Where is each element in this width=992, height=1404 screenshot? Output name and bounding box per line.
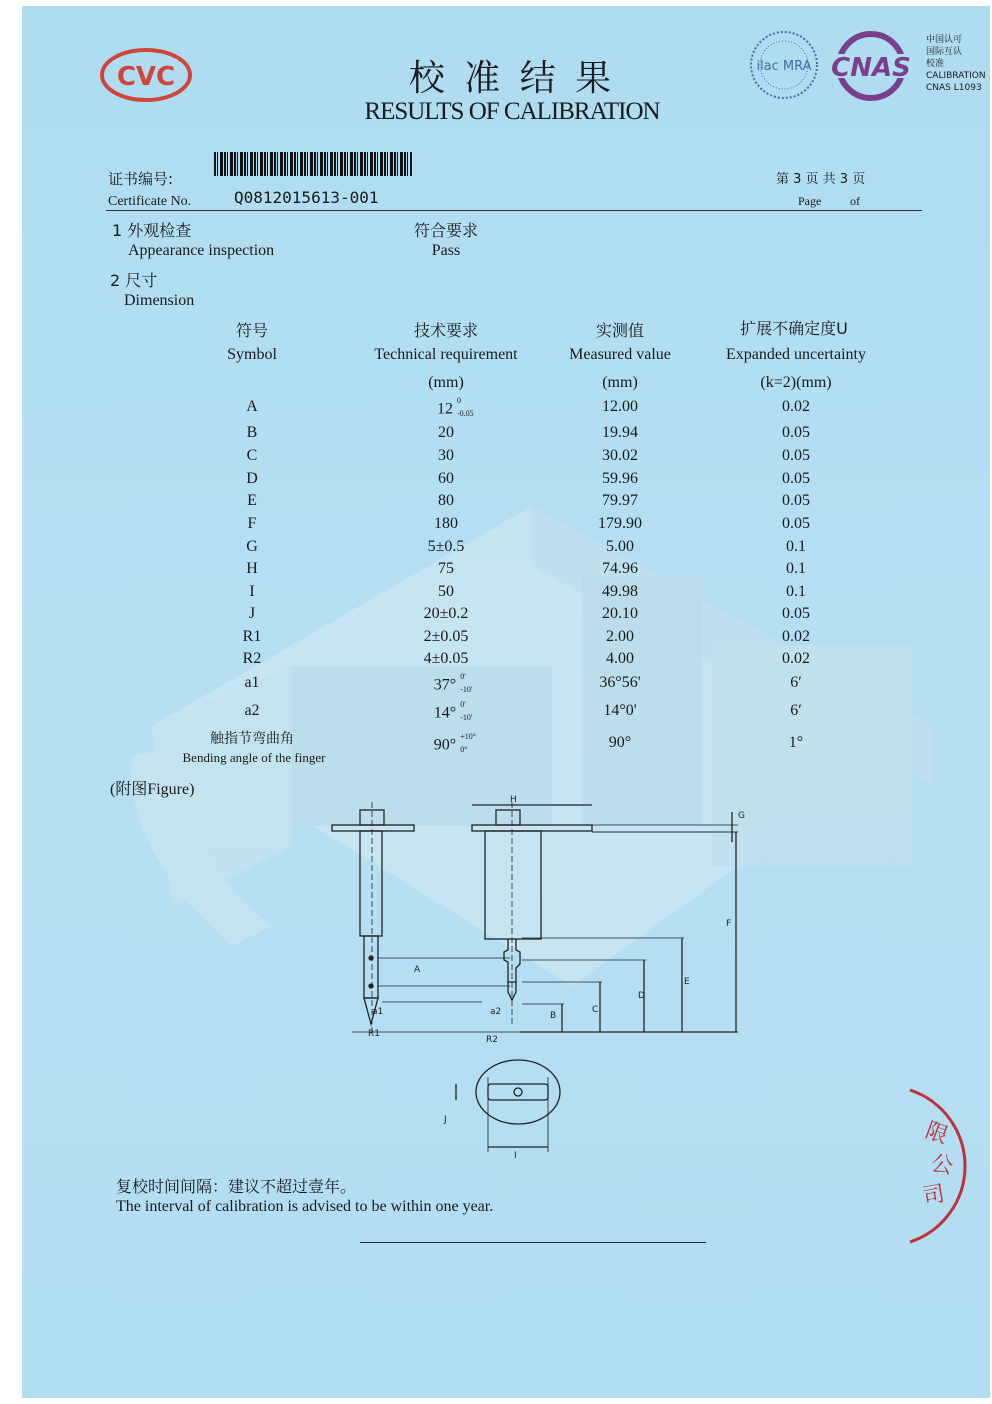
dim-label-b: B — [550, 1011, 557, 1021]
cell-measured: 36°56' — [599, 674, 641, 691]
requirement-value: 30 — [438, 447, 454, 464]
svg-text:CVC: CVC — [116, 62, 176, 92]
tolerance — [453, 398, 479, 422]
col-header-uncertainty-en: Expanded uncertainty — [726, 346, 866, 363]
tolerance — [456, 734, 482, 758]
cell-symbol: a1 — [244, 674, 260, 691]
page-indicator-cn: 第 3 页 共 3 页 — [776, 172, 866, 187]
page-of-label-en: of — [850, 194, 860, 208]
cell-symbol: R1 — [242, 628, 262, 645]
test-finger-drawing — [322, 792, 745, 1161]
cell-uncertainty: 6′ — [790, 702, 802, 719]
requirement-value: 80 — [438, 492, 454, 509]
cell-symbol: H — [246, 560, 258, 577]
section1-title-en: Appearance inspection — [128, 242, 275, 259]
cell-uncertainty: 0.05 — [782, 447, 810, 464]
tolerance — [456, 674, 482, 698]
cell-symbol: B — [246, 424, 258, 441]
cnas-logo — [830, 32, 912, 100]
dim-label-d: D — [638, 991, 645, 1001]
section1-result-cn: 符合要求 — [413, 221, 479, 240]
title-en: RESULTS OF CALIBRATION — [364, 98, 660, 125]
certificate-number: Q0812015613-001 — [234, 188, 379, 207]
cell-symbol: G — [246, 538, 258, 555]
cell-uncertainty: 0.05 — [782, 515, 810, 532]
company-seal-stamp — [890, 1086, 990, 1246]
col-unit-requirement: (mm) — [428, 374, 464, 391]
col-header-requirement-cn: 技术要求 — [413, 321, 479, 340]
cell-measured: 30.02 — [602, 447, 638, 464]
requirement-value: 14° — [433, 704, 457, 722]
ilac-mra-logo — [748, 30, 820, 100]
cell-symbol: C — [246, 447, 258, 464]
cell-measured: 59.96 — [602, 470, 638, 487]
requirement-value: 2±0.05 — [423, 628, 469, 645]
cell-uncertainty: 0.02 — [782, 650, 810, 667]
cell-measured: 90° — [608, 734, 632, 751]
figure-caption: (附图Figure) — [110, 781, 195, 798]
col-unit-uncertainty: (k=2)(mm) — [760, 374, 832, 391]
section2-title-en: Dimension — [124, 292, 195, 309]
tolerance-upper: 0' — [460, 700, 466, 709]
col-header-symbol-en: Symbol — [227, 346, 277, 363]
dim-label-e: E — [684, 977, 690, 987]
barcode — [214, 152, 412, 176]
dim-label-g: G — [738, 811, 745, 821]
dim-label-a1: a1 — [372, 1007, 384, 1017]
cell-measured: 2.00 — [606, 628, 634, 645]
dim-label-j: J — [444, 1115, 447, 1125]
cell-uncertainty: 0.05 — [782, 605, 810, 622]
cell-requirement — [434, 734, 482, 758]
requirement-value: 20 — [438, 424, 454, 441]
section2-title-cn: 2 尺寸 — [110, 271, 158, 290]
recalibration-note-cn: 复校时间间隔：建议不超过壹年。 — [116, 1177, 357, 1196]
certificate-label-en: Certificate No. — [108, 194, 192, 209]
dim-label-i: I — [514, 1151, 517, 1161]
col-header-measured-en: Measured value — [569, 346, 671, 363]
requirement-value: 12 — [437, 400, 453, 418]
cell-uncertainty: 0.05 — [782, 470, 810, 487]
tolerance — [456, 702, 482, 726]
cell-uncertainty: 6′ — [790, 674, 802, 691]
cell-uncertainty: 0.02 — [782, 398, 810, 415]
dim-label-r2: R2 — [486, 1035, 498, 1045]
cell-measured: 74.96 — [602, 560, 638, 577]
cell-requirement — [438, 560, 454, 578]
cell-requirement — [434, 674, 482, 698]
certificate-page — [22, 6, 990, 1398]
cell-requirement — [438, 583, 454, 601]
page-label-en: Page — [798, 194, 822, 208]
cell-uncertainty: 0.02 — [782, 628, 810, 645]
end-rule — [360, 1242, 706, 1243]
cell-measured: 14°0' — [603, 702, 637, 719]
tolerance-upper: 0 — [457, 396, 461, 405]
cell-requirement — [424, 628, 469, 646]
tolerance-upper: 0' — [460, 672, 466, 681]
dim-label-h: H — [510, 795, 517, 805]
cell-measured: 79.97 — [602, 492, 638, 509]
header-rule — [106, 210, 922, 211]
cell-measured: 19.94 — [602, 424, 638, 441]
tolerance-lower: -0.05 — [457, 409, 474, 418]
cell-requirement — [438, 470, 454, 488]
requirement-value: 75 — [438, 560, 454, 577]
cell-symbol: a2 — [244, 702, 260, 719]
requirement-value: 90° — [433, 736, 457, 754]
cell-requirement — [428, 538, 465, 556]
col-header-requirement-en: Technical requirement — [374, 346, 518, 363]
col-header-measured-cn: 实测值 — [595, 321, 645, 340]
cell-symbol: J — [248, 605, 256, 622]
cell-symbol: A — [246, 398, 258, 415]
cell-symbol: F — [247, 515, 257, 532]
cell-measured: 179.90 — [598, 515, 642, 532]
cell-measured: 12.00 — [602, 398, 638, 415]
dim-label-c: C — [592, 1005, 599, 1015]
svg-text:限: 限 — [921, 1118, 952, 1150]
svg-text:ilac MRA: ilac MRA — [756, 59, 812, 74]
svg-text:司: 司 — [920, 1181, 947, 1210]
cell-symbol: I — [249, 583, 255, 600]
requirement-value: 4±0.05 — [423, 650, 469, 667]
certificate-label-cn: 证书编号: — [108, 170, 174, 188]
requirement-value: 5±0.5 — [427, 538, 465, 555]
tolerance-lower: 0° — [460, 745, 468, 754]
cell-symbol-cn: 触指节弯曲角 — [210, 731, 294, 747]
dim-label-r1: R1 — [368, 1029, 380, 1039]
requirement-value: 20±0.2 — [423, 605, 469, 622]
cell-requirement — [434, 702, 482, 726]
tolerance-lower: -10' — [460, 713, 473, 722]
requirement-value: 60 — [438, 470, 454, 487]
cell-symbol: R2 — [242, 650, 262, 667]
title-cn: 校 准 结 果 — [408, 58, 616, 99]
recalibration-note-en: The interval of calibration is advised to be within one year. — [116, 1198, 494, 1215]
cell-uncertainty: 0.05 — [782, 492, 810, 509]
cell-requirement — [438, 447, 454, 465]
cell-measured: 5.00 — [606, 538, 634, 555]
tolerance-upper: +10° — [460, 732, 476, 741]
cell-measured: 4.00 — [606, 650, 634, 667]
cell-requirement — [438, 492, 454, 510]
dim-label-a: A — [414, 965, 421, 975]
cell-requirement — [437, 398, 479, 422]
requirement-value: 50 — [438, 583, 454, 600]
cnas-accreditation-text: 中国认可 国际互认 校准 CALIBRATION CNAS L1093 — [926, 35, 986, 93]
cell-uncertainty: 0.1 — [786, 583, 806, 600]
section1-title-cn: 1 外观检查 — [112, 221, 192, 240]
col-header-symbol-cn: 符号 — [235, 321, 269, 340]
col-unit-measured: (mm) — [602, 374, 638, 391]
cvc-logo — [100, 48, 192, 102]
cell-uncertainty: 0.1 — [786, 538, 806, 555]
cell-symbol: E — [247, 492, 257, 509]
cell-uncertainty: 0.05 — [782, 424, 810, 441]
requirement-value: 37° — [433, 676, 457, 694]
col-header-uncertainty-cn: 扩展不确定度U — [740, 319, 848, 338]
dim-label-f: F — [726, 919, 732, 929]
svg-text:CNAS: CNAS — [831, 53, 911, 83]
svg-text:公: 公 — [928, 1151, 955, 1180]
cell-measured: 49.98 — [602, 583, 638, 600]
requirement-value: 180 — [434, 515, 458, 532]
cell-uncertainty: 1° — [788, 734, 804, 751]
cell-measured: 20.10 — [602, 605, 638, 622]
cell-symbol-en: Bending angle of the finger — [182, 750, 326, 765]
dim-label-a2: a2 — [490, 1007, 502, 1017]
cell-requirement — [424, 650, 469, 668]
section1-result-en: Pass — [431, 242, 461, 259]
cell-uncertainty: 0.1 — [786, 560, 806, 577]
cell-requirement — [438, 424, 454, 442]
cell-requirement — [424, 605, 469, 623]
cell-requirement — [434, 515, 458, 533]
cell-symbol: D — [246, 470, 258, 487]
tolerance-lower: -10' — [460, 685, 473, 694]
